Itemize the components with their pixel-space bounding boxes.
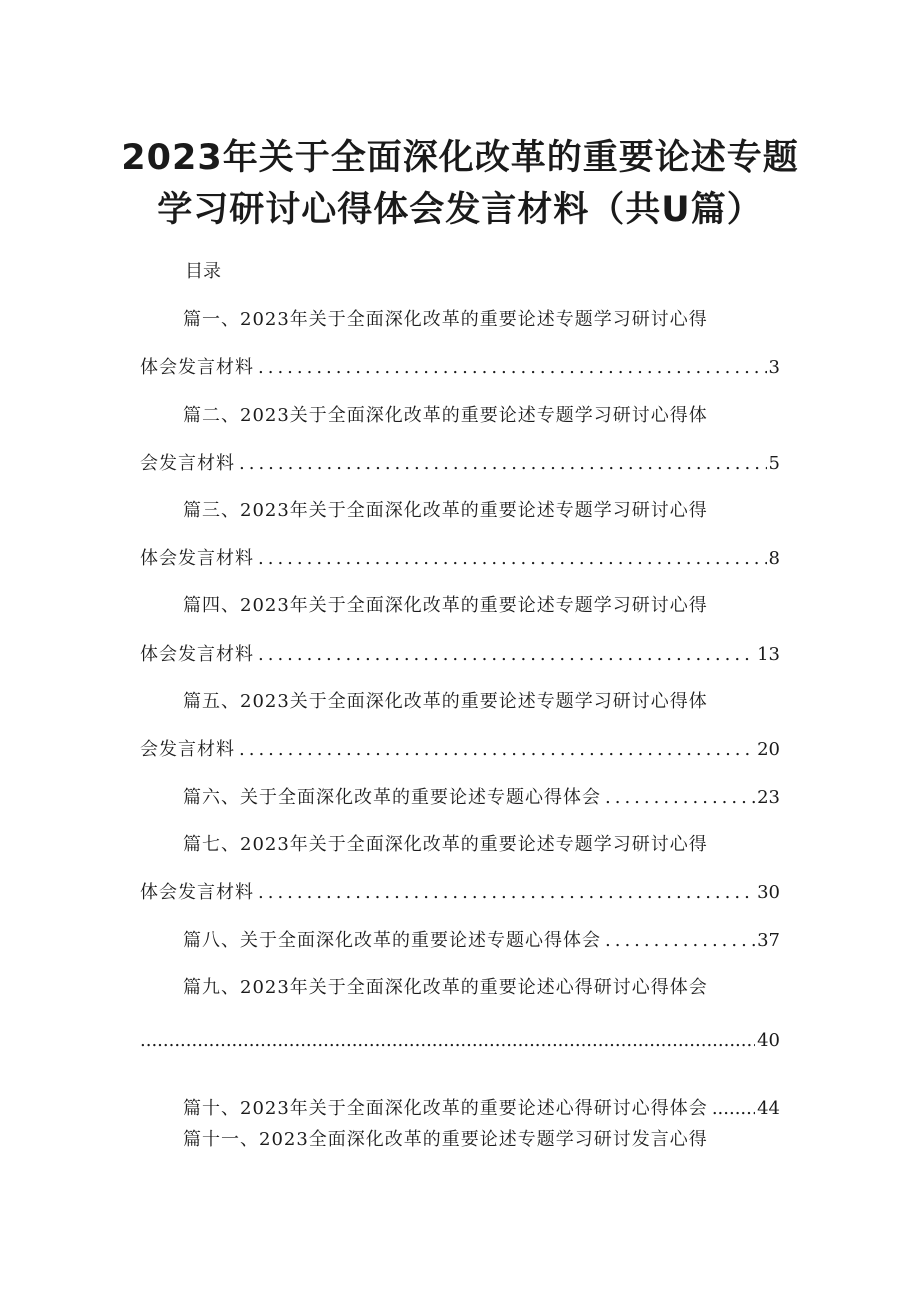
toc-entry-10-page: 44 [757, 1098, 780, 1119]
toc-entry-1-page: 3 [768, 357, 780, 378]
toc-entry-8-page: 37 [757, 930, 780, 951]
toc-entry-5-page: 20 [757, 739, 780, 760]
toc-entry-8-title: 篇八、关于全面深化改革的重要论述专题心得体会 [183, 930, 601, 951]
toc-entry-6-title: 篇六、关于全面深化改革的重要论述专题心得体会 [183, 787, 601, 808]
dot-leader [601, 784, 755, 812]
dot-leader [708, 1095, 755, 1123]
dot-leader [140, 1027, 755, 1055]
dot-leader [254, 354, 767, 382]
toc-entry-7-title[interactable]: 篇七、2023年关于全面深化改革的重要论述专题学习研讨心得 [183, 834, 708, 855]
toc-entry-1-continuation[interactable] [140, 354, 780, 382]
toc-entry-3-page: 8 [768, 548, 780, 569]
toc-entry-1-title-cont: 体会发言材料 [140, 357, 254, 378]
toc-entry-5-continuation[interactable] [140, 736, 780, 764]
toc-entry-1-title[interactable]: 篇一、2023年关于全面深化改革的重要论述专题学习研讨心得 [183, 309, 708, 330]
dot-leader [235, 736, 755, 764]
toc-entry-10-title: 篇十、2023年关于全面深化改革的重要论述心得研讨心得体会 [183, 1098, 708, 1119]
toc-entry-5-title[interactable]: 篇五、2023关于全面深化改革的重要论述专题学习研讨心得体 [183, 691, 708, 712]
toc-entry-4-title-cont: 体会发言材料 [140, 644, 254, 665]
toc-entry-4-continuation[interactable] [140, 641, 780, 669]
toc-entry-8[interactable] [183, 927, 780, 955]
toc-entry-7-page: 30 [757, 882, 780, 903]
toc-entry-7-title-cont: 体会发言材料 [140, 882, 254, 903]
dot-leader [254, 545, 767, 573]
toc-heading: 目录 [185, 261, 221, 282]
toc-entry-9-title[interactable]: 篇九、2023年关于全面深化改革的重要论述心得研讨心得体会 [183, 977, 708, 998]
toc-entry-2-continuation[interactable] [140, 450, 780, 478]
dot-leader [235, 450, 767, 478]
toc-entry-5-title-cont: 会发言材料 [140, 739, 235, 760]
toc-entry-4-page: 13 [757, 644, 780, 665]
dot-leader [254, 879, 755, 907]
dot-leader [254, 641, 755, 669]
toc-entry-2-title[interactable]: 篇二、2023关于全面深化改革的重要论述专题学习研讨心得体 [183, 405, 708, 426]
toc-entry-11-title[interactable]: 篇十一、2023全面深化改革的重要论述专题学习研讨发言心得 [183, 1129, 708, 1150]
dot-leader [601, 927, 755, 955]
toc-entry-6-page: 23 [757, 787, 780, 808]
toc-entry-9-page: 40 [757, 1030, 780, 1051]
toc-entry-4-title[interactable]: 篇四、2023年关于全面深化改革的重要论述专题学习研讨心得 [183, 595, 708, 616]
toc-entry-2-title-cont: 会发言材料 [140, 453, 235, 474]
toc-entry-9-continuation[interactable] [140, 1027, 780, 1055]
toc-entry-6[interactable] [183, 784, 780, 812]
toc-entry-3-title[interactable]: 篇三、2023年关于全面深化改革的重要论述专题学习研讨心得 [183, 500, 708, 521]
toc-entry-3-continuation[interactable] [140, 545, 780, 573]
toc-entry-7-continuation[interactable] [140, 879, 780, 907]
toc-entry-10[interactable] [183, 1095, 780, 1123]
document-title-line-1: 2023年关于全面深化改革的重要论述专题 [121, 138, 799, 178]
document-title-line-2: 学习研讨心得体会发言材料（共U篇） [157, 190, 763, 230]
toc-entry-3-title-cont: 体会发言材料 [140, 548, 254, 569]
toc-entry-2-page: 5 [768, 453, 780, 474]
